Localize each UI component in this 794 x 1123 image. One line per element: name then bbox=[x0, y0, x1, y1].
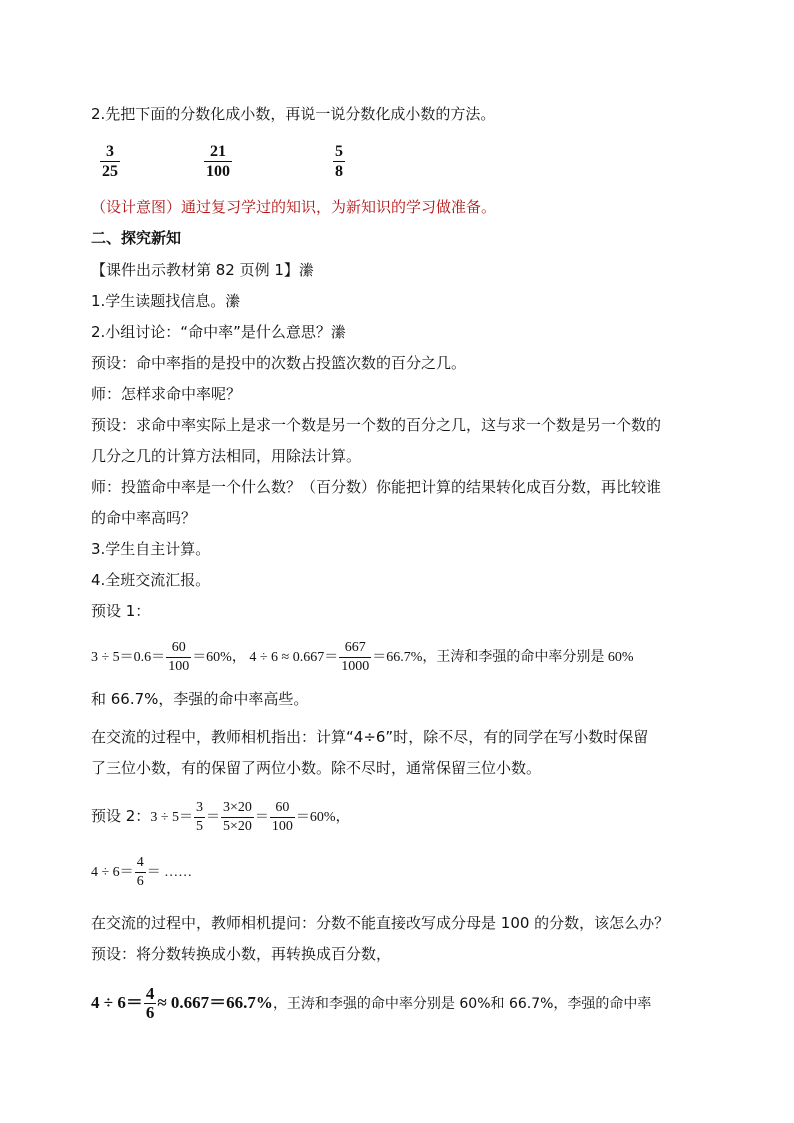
eq-text: ≈ 0.667＝66.7% bbox=[157, 993, 273, 1012]
fraction-1 bbox=[100, 142, 120, 181]
eq-text: ＝60%， bbox=[295, 810, 350, 825]
fraction-denominator: 100 bbox=[271, 819, 293, 835]
eq-text: 3 ÷ 5＝0.6＝ bbox=[91, 650, 166, 665]
eq-text: 3 ÷ 5＝ bbox=[150, 810, 193, 825]
exchange-note-2: 在交流的过程中，教师相机提问：分数不能直接改写成分母是 100 的分数，该怎么办？ bbox=[91, 914, 670, 932]
fraction-numerator: 4 bbox=[135, 854, 146, 873]
design-intent: （设计意图）通过复习学过的知识，为新知识的学习做准备。 bbox=[91, 198, 497, 216]
fraction-numerator: 667 bbox=[339, 639, 371, 658]
equation-1-continued: 和 66.7%，李强的命中率高些。 bbox=[91, 690, 309, 708]
fraction bbox=[135, 854, 146, 891]
teacher-question-2-line2: 的命中率高吗？ bbox=[91, 509, 197, 527]
eq-text: ＝66.7%，王涛和李强的命中率分别是 60% bbox=[372, 650, 634, 665]
section-heading: 二、探究新知 bbox=[91, 229, 182, 247]
eq-text: ＝ …… bbox=[146, 865, 193, 880]
fraction-numerator: 60 bbox=[270, 799, 295, 818]
preset-2-label: 预设 2： bbox=[91, 807, 151, 825]
fraction-denominator: 8 bbox=[335, 163, 343, 180]
teacher-question-1: 师：怎样求命中率呢？ bbox=[91, 385, 242, 403]
courseware-note: 【课件出示教材第 82 页例 1】潫 bbox=[91, 261, 314, 279]
preset-c: 预设：将分数转换成小数，再转换成百分数， bbox=[91, 945, 392, 963]
question-2: 2.先把下面的分数化成小数，再说一说分数化成小数的方法。 bbox=[91, 105, 496, 123]
equation-4 bbox=[91, 983, 651, 1024]
fraction-denominator: 25 bbox=[102, 163, 118, 180]
fraction-denominator: 5 bbox=[196, 819, 203, 835]
eq-text: 4 ÷ 6＝ bbox=[91, 865, 134, 880]
equation-1 bbox=[91, 638, 634, 678]
eq-text: 4 ÷ 6＝ bbox=[91, 993, 143, 1012]
fraction-denominator: 6 bbox=[136, 874, 144, 890]
step-4: 4.全班交流汇报。 bbox=[91, 571, 211, 589]
fraction bbox=[339, 639, 371, 676]
preset-b-line1: 预设：求命中率实际上是求一个数是另一个数的百分之几，这与求一个数是另一个数的 bbox=[91, 416, 662, 434]
exchange-note-1-line1: 在交流的过程中，教师相机指出：计算“4÷6”时，除不尽，有的同学在写小数时保留 bbox=[91, 728, 649, 746]
fraction-numerator: 3×20 bbox=[221, 799, 254, 818]
eq-text: ，王涛和李强的命中率分别是 60%和 66.7%，李强的命中率 bbox=[272, 996, 652, 1012]
fraction-numerator: 21 bbox=[204, 142, 232, 162]
fraction-denominator: 100 bbox=[168, 659, 190, 675]
fraction-numerator: 3 bbox=[194, 799, 205, 818]
fraction-numerator: 3 bbox=[100, 142, 120, 162]
fraction bbox=[194, 799, 205, 836]
fraction-numerator: 5 bbox=[335, 143, 343, 160]
preset-1-label: 预设 1： bbox=[91, 602, 151, 620]
fraction-3 bbox=[333, 142, 345, 181]
fraction bbox=[144, 985, 157, 1022]
equation-3 bbox=[91, 853, 192, 893]
preset-b-line2: 几分之几的计算方法相同，用除法计算。 bbox=[91, 447, 362, 465]
step-1: 1.学生读题找信息。潫 bbox=[91, 292, 241, 310]
eq-text: ＝60%， 4 ÷ 6 ≈ 0.667＝ bbox=[192, 650, 339, 665]
step-2: 2.小组讨论：“命中率”是什么意思？潫 bbox=[91, 323, 346, 341]
fraction bbox=[166, 639, 191, 676]
fraction-denominator: 1000 bbox=[341, 659, 370, 675]
fraction-denominator: 5×20 bbox=[223, 819, 252, 835]
fraction bbox=[221, 799, 254, 836]
preset-a: 预设：命中率指的是投中的次数占投篮次数的百分之几。 bbox=[91, 354, 467, 372]
fraction-denominator: 6 bbox=[145, 1003, 155, 1022]
fraction-denominator: 100 bbox=[206, 163, 230, 180]
fraction-2 bbox=[204, 142, 232, 181]
fraction bbox=[270, 799, 295, 836]
exchange-note-1-line2: 了三位小数，有的保留了两位小数。除不尽时，通常保留三位小数。 bbox=[91, 759, 542, 777]
teacher-question-2-line1: 师：投篮命中率是一个什么数？（百分数）你能把计算的结果转化成百分数，再比较谁 bbox=[91, 478, 662, 496]
fraction-numerator: 4 bbox=[145, 984, 155, 1003]
step-3: 3.学生自主计算。 bbox=[91, 540, 211, 558]
equation-2: 预设 2：3 ÷ 5＝ $\frac{3}{5}$ ＝ $\frac{3\times 20}{5\times 20}$ ＝ $\frac{60}{100}$ ＝60%， bbox=[91, 800, 350, 835]
fraction-numerator: 60 bbox=[166, 639, 191, 658]
